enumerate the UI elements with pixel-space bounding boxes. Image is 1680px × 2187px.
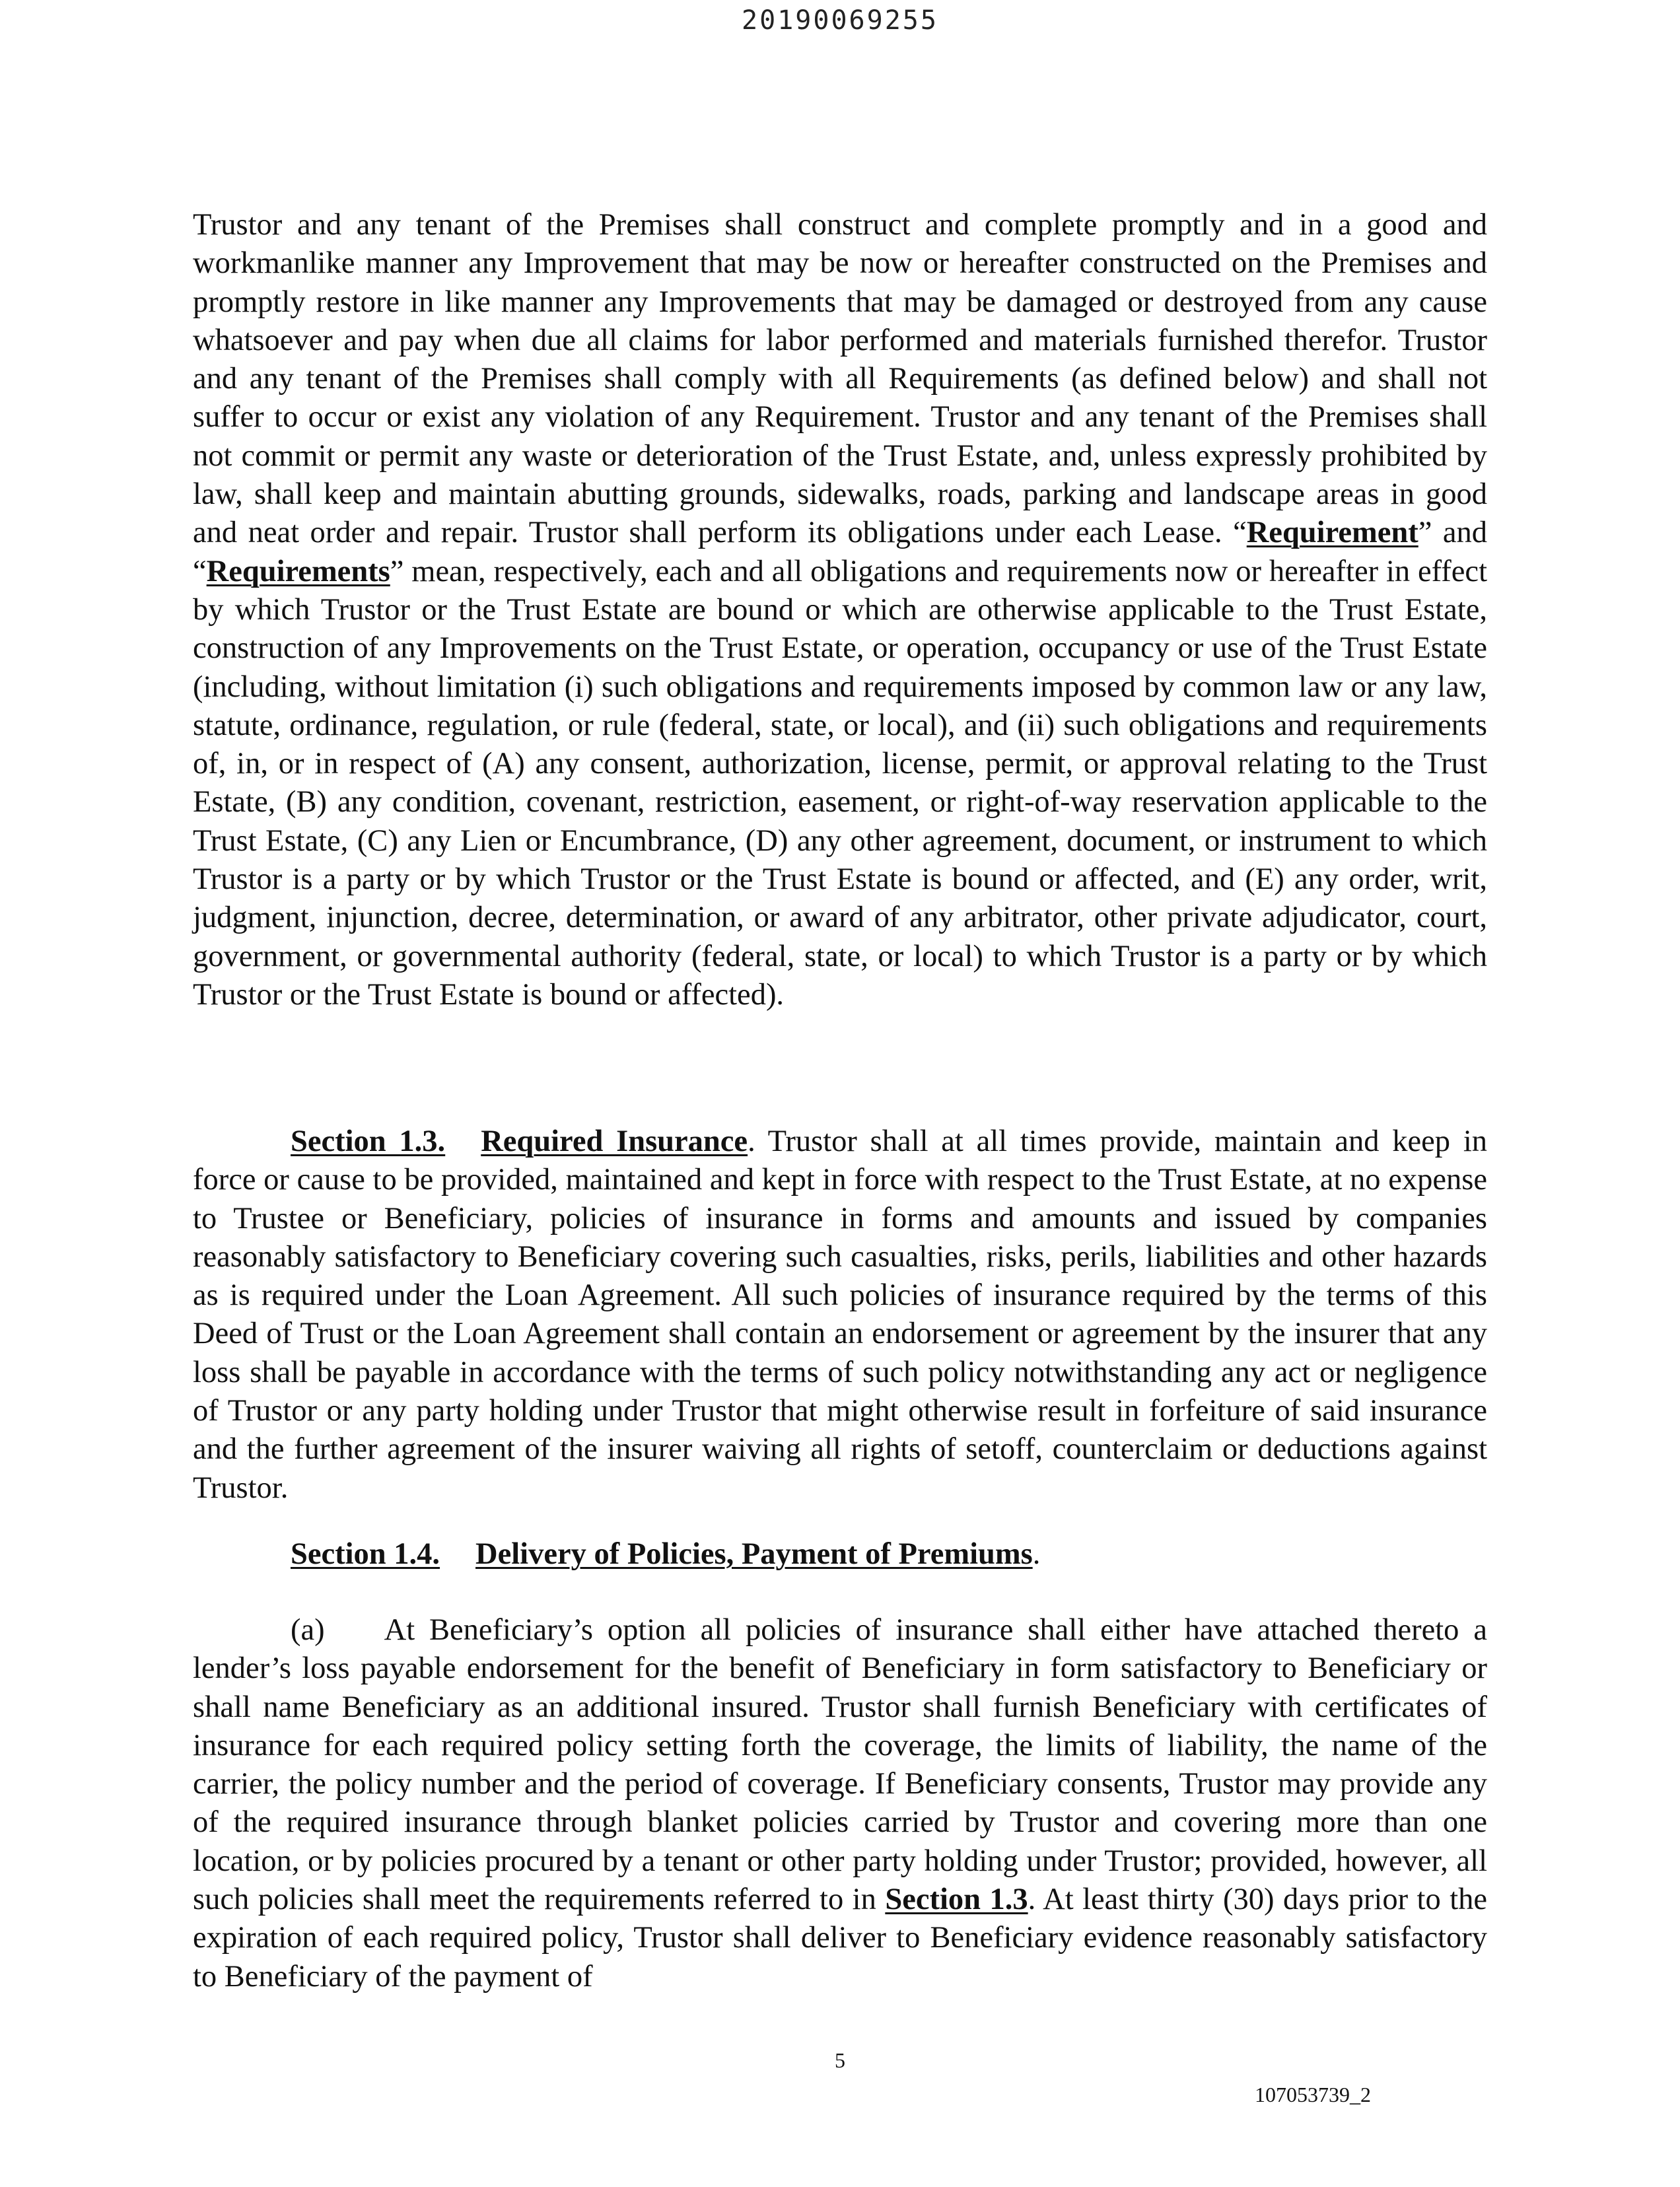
- section-1-4-a-text-b: . At least thirty (30) days prior to the expiration of each required policy, Trustor shall deliver to Beneficiary evidence reasonably satisfactory to Beneficiary of the payment of: [193, 1883, 1487, 1994]
- document-id: 107053739_2: [1255, 2083, 1371, 2106]
- paragraph-improvements-requirements: [193, 206, 1487, 1014]
- subsection-label-a: (a): [291, 1613, 325, 1647]
- para1-text-b: ” and “: [193, 516, 1487, 588]
- section-1-4-trail: .: [1032, 1537, 1041, 1571]
- section-1-3: [193, 1123, 1487, 1508]
- para1-text-c: ” mean, respectively, each and all obligations and requirements now or hereafter in effect by which Trustor or the Trust Estate are bound or which are otherwise applicable to the Trust Estate, construction of any Improvements on the Trust Estate, or operation, occupancy or use of the Trust Estate (including, without limitation (i) such obligations and requirements imposed by common law or any law, statute, ordinance, regulation, or rule (federal, state, or local), and (ii) such obligations and requirements of, in, or in respect of (A) any consent, authorization, license, permit, or approval relating to the Trust Estate, (B) any condition, covenant, restriction, easement, or right-of-way reservation applicable to the Trust Estate, (C) any Lien or Encumbrance, (D) any other agreement, document, or instrument to which Trustor is a party or by which Trustor or the Trust Estate is bound or affected, and (E) any order, writ, judgment, injunction, decree, determination, or award of any arbitrator, other private adjudicator, court, government, or governmental authority (federal, state, or local) to which Trustor is a party or by which Trustor or the Trust Estate is bound or affected).: [193, 554, 1487, 1012]
- page-number: 5: [835, 2048, 845, 2072]
- section-1-4-a: [193, 1611, 1487, 1996]
- recording-number: 20190069255: [742, 5, 938, 36]
- section-1-3-number: Section 1.3.: [291, 1125, 446, 1158]
- para1-text-a: Trustor and any tenant of the Premises shall construct and complete promptly and in a good and workmanlike manner any Improvement that may be now or hereafter constructed on the Premises and promptly restore in like manner any Improvements that may be damaged or destroyed from any cause whatsoever and pay when due all claims for labor performed and materials furnished therefor. Trustor and any tenant of the Premises shall comply with all Requirements (as defined below) and shall not suffer to occur or exist any violation of any Requirement. Trustor and any tenant of the Premises shall not commit or permit any waste or deterioration of the Trust Estate, and, unless expressly prohibited by law, shall keep and maintain abutting grounds, sidewalks, roads, parking and landscape areas in good and neat order and repair. Trustor shall perform its obligations under each Lease. “: [193, 208, 1487, 550]
- cross-reference-section-1-3: Section 1.3: [885, 1883, 1028, 1917]
- section-1-4-number: Section 1.4.: [291, 1537, 440, 1571]
- section-1-4-a-text-a: At Beneficiary’s option all policies of insurance shall either have attached thereto a lender’s loss payable endorsement for the benefit of Beneficiary in form satisfactory to Beneficiary or shall name Beneficiary as an additional insured. Trustor shall furnish Beneficiary with certificates of insurance for each required policy setting forth the coverage, the limits of liability, the name of the carrier, the policy number and the period of coverage. If Beneficiary consents, Trustor may provide any of the required insurance through blanket policies carried by Trustor and covering more than one location, or by policies procured by a tenant or other party holding under Trustor; provided, however, all such policies shall meet the requirements referred to in: [193, 1613, 1487, 1917]
- section-1-3-title: Required Insurance: [481, 1125, 748, 1158]
- section-1-4-title: Delivery of Policies, Payment of Premiums: [475, 1537, 1033, 1571]
- section-1-4-heading: [193, 1535, 1487, 1574]
- section-1-3-text: . Trustor shall at all times provide, maintain and keep in force or cause to be provided, maintained and kept in force with respect to the Trust Estate, at no expense to Trustee or Beneficiary, policies of insurance in forms and amounts and issued by companies reasonably satisfactory to Beneficiary covering such casualties, risks, perils, liabilities and other hazards as is required under the Loan Agreement. All such policies of insurance required by the terms of this Deed of Trust or the Loan Agreement shall contain an endorsement or agreement by the insurer that any loss shall be payable in accordance with the terms of such policy notwithstanding any act or negligence of Trustor or any party holding under Trustor that might otherwise result in forfeiture of said insurance and the further agreement of the insurer waiving all rights of setoff, counterclaim or deductions against Trustor.: [193, 1125, 1487, 1505]
- defined-term-requirement: Requirement: [1246, 516, 1418, 550]
- defined-term-requirements: Requirements: [206, 554, 390, 588]
